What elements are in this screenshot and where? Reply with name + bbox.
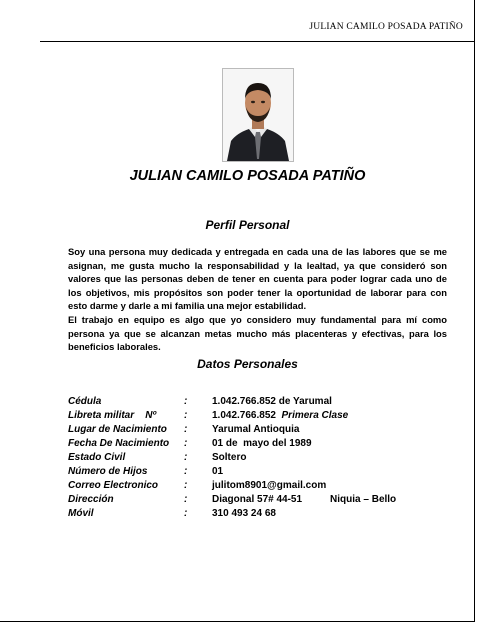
profile-photo (222, 68, 294, 162)
row-value-group (212, 409, 448, 423)
row-label: Estado Civil (68, 452, 126, 463)
row-extra: Primera Clase (281, 410, 349, 421)
profile-text (68, 245, 447, 354)
candidate-name: JULIAN CAMILO POSADA PATIÑO (129, 168, 366, 184)
row-value: Soltero (212, 452, 247, 463)
row-value: 1.042.766.852 de Yarumal (212, 396, 332, 407)
data-row-direccion (68, 493, 448, 507)
data-row-numero-hijos (68, 465, 448, 479)
row-label: Número de Hijos (68, 466, 148, 477)
profile-paragraph: El trabajo en equipo es algo que yo considero muy fundamental para mí como persona ya que se alcanzan metas mucho más placenteras y efectivas, para los beneficios laborales. (68, 313, 447, 353)
personal-data-section-title: Datos Personales (197, 357, 298, 371)
row-separator: : (184, 410, 188, 421)
row-separator: : (184, 494, 188, 505)
personal-data-list (68, 395, 448, 521)
running-header: JULIAN CAMILO POSADA PATIÑO (309, 22, 463, 32)
row-label: Fecha De Nacimiento (68, 438, 170, 449)
data-row-lugar-nacimiento (68, 423, 448, 437)
row-value-group (212, 493, 448, 507)
row-separator: : (184, 508, 188, 519)
data-row-libreta-militar (68, 409, 448, 423)
row-label: Lugar de Nacimiento (68, 424, 167, 435)
row-value[interactable]: julitom8901@gmail.com (212, 480, 327, 491)
row-separator: : (184, 480, 188, 491)
row-label: Libreta militar Nº (68, 410, 157, 421)
row-value: 310 493 24 68 (212, 508, 276, 519)
row-separator: : (184, 438, 188, 449)
row-extra: Niquia – Bello (330, 494, 397, 505)
person-photo-icon (223, 69, 293, 161)
row-label: Móvil (68, 508, 94, 519)
data-row-movil (68, 507, 448, 521)
data-row-estado-civil (68, 451, 448, 465)
profile-section-title: Perfil Personal (205, 218, 290, 232)
row-separator: : (184, 466, 188, 477)
row-value: Yarumal Antioquia (212, 424, 300, 435)
row-label: Dirección (68, 494, 114, 505)
row-separator: : (184, 424, 188, 435)
profile-paragraph: Soy una persona muy dedicada y entregada en cada una de las labores que se me asignan, me gusta mucho la responsabilidad y la lealtad, ya que consideró son valores que las personas deben de tener en cuenta para poder lograr cada uno de los objetivos, mis propósitos son poder tener la oportunidad de laborar para con esto darme y darle a mi familia una mejor estabilidad. (68, 246, 447, 312)
row-value: 01 de mayo del 1989 (212, 438, 312, 449)
data-row-correo (68, 479, 448, 493)
row-value: Diagonal 57# 44-51 (212, 494, 303, 505)
row-separator: : (184, 452, 188, 463)
data-row-cedula (68, 395, 448, 409)
row-label: Correo Electronico (68, 480, 159, 491)
row-value: 1.042.766.852 (212, 410, 276, 421)
row-label: Cédula (68, 396, 102, 407)
row-separator: : (184, 396, 188, 407)
row-value: 01 (212, 466, 224, 477)
data-row-fecha-nacimiento (68, 437, 448, 451)
